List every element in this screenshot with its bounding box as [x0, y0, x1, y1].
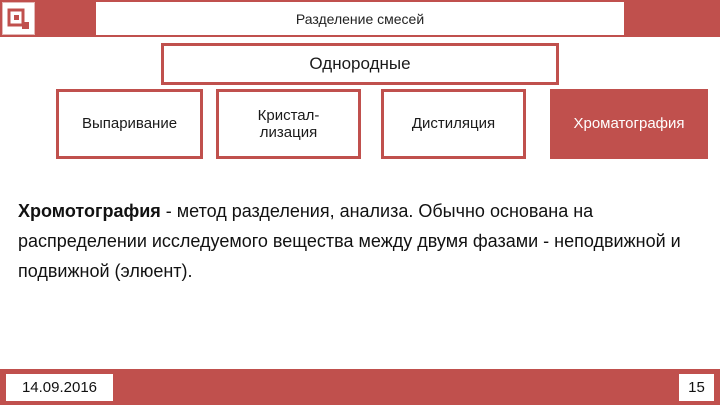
- method-label: Дистиляция: [411, 115, 496, 133]
- definition-term: Хромотография: [18, 201, 161, 221]
- method-box-crystallization: [216, 89, 361, 159]
- method-label-line2: лизация: [259, 124, 318, 141]
- method-label: Хроматография: [573, 115, 685, 133]
- method-box-distillation: [381, 89, 526, 159]
- logo-icon: [2, 2, 35, 35]
- definition-paragraph: [18, 196, 708, 286]
- method-box-evaporation: [56, 89, 203, 159]
- definition-text: - метод разделения, анализа. Обычно основана на распределении исследуемого вещества между двумя фазами - неподвижной и подвижной (элюент).: [18, 201, 681, 281]
- method-label-line1: Кристал-: [257, 106, 320, 124]
- footer-date: 14.09.2016: [6, 374, 113, 401]
- slide-title: Разделение смесей: [96, 2, 624, 35]
- method-label: Выпаривание: [81, 115, 178, 133]
- page-number: 15: [679, 374, 714, 401]
- method-box-chromatography-highlighted: [550, 89, 708, 159]
- category-box-homogeneous: Однородные: [161, 43, 559, 85]
